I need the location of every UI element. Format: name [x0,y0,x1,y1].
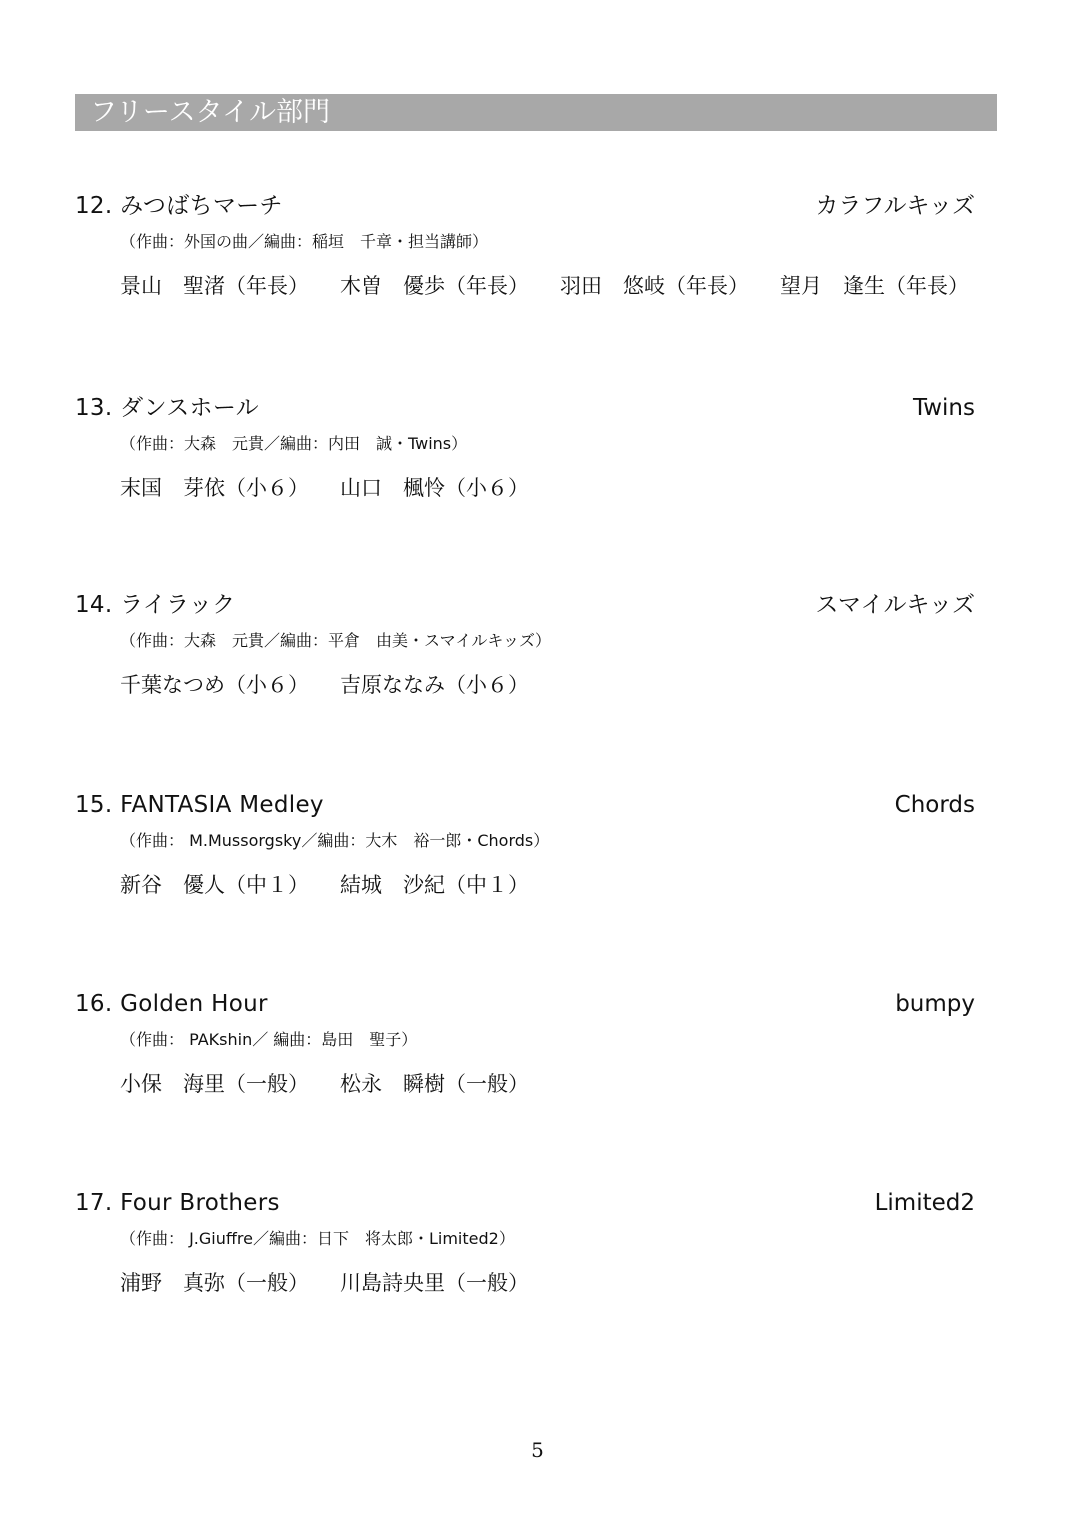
entry-title: 12. みつばちマーチ [75,193,283,219]
program-entry [0,590,1075,710]
section-title: フリースタイル部門 [90,97,331,128]
performer-list [120,1069,560,1099]
performer: 松永 瞬樹（一般） [340,1072,529,1096]
program-entry [0,989,1075,1109]
performer: 新谷 優人（中１） [120,873,309,897]
entry-group: Twins [912,395,975,421]
performer: 山口 楓怜（小６） [340,476,529,500]
entry-title: 13. ダンスホール [75,395,259,421]
performer: 木曽 優歩（年長） [340,274,529,298]
page-number: 5 [531,1438,544,1462]
performer-list [120,1268,560,1298]
performer-list [120,271,1000,301]
entry-credit: （作曲： PAKshin／ 編曲：島田 聖子） [120,1030,418,1049]
performer: 小保 海里（一般） [120,1072,309,1096]
entry-group: カラフルキッズ [815,193,975,219]
section-banner [75,94,997,131]
entry-group: Chords [894,792,975,818]
performer: 末国 芽依（小６） [120,476,309,500]
program-entry [0,191,1075,311]
performer-list [120,473,560,503]
entry-group: bumpy [895,991,975,1017]
performer: 千葉なつめ（小６） [120,673,309,697]
performer-list [120,670,560,700]
entry-title: 16. Golden Hour [75,991,268,1017]
entry-group: スマイルキッズ [815,592,975,618]
entry-title: 15. FANTASIA Medley [75,792,324,818]
performer: 結城 沙紀（中１） [340,873,529,897]
program-entry [0,1188,1075,1308]
program-entry [0,790,1075,910]
entry-credit: （作曲： M.Mussorgsky／編曲：大木 裕一郎・Chords） [120,831,550,850]
performer: 吉原ななみ（小６） [340,673,529,697]
entry-credit: （作曲：大森 元貴／編曲：平倉 由美・スマイルキッズ） [120,631,552,650]
program-entry [0,393,1075,513]
entry-title: 14. ライラック [75,592,236,618]
entry-credit: （作曲：大森 元貴／編曲：内田 誠・Twins） [120,434,468,453]
entry-credit: （作曲： J.Giuffre／編曲：日下 将太郎・Limited2） [120,1229,515,1248]
entry-group: Limited2 [874,1190,975,1216]
entry-credit: （作曲：外国の曲／編曲：稲垣 千章・担当講師） [120,232,489,251]
performer: 景山 聖渚（年長） [120,274,309,298]
performer: 望月 逢生（年長） [780,274,969,298]
entry-title: 17. Four Brothers [75,1190,280,1216]
performer-list [120,870,560,900]
performer: 羽田 悠岐（年長） [560,274,749,298]
performer: 浦野 真弥（一般） [120,1271,309,1295]
performer: 川島詩央里（一般） [340,1271,529,1295]
